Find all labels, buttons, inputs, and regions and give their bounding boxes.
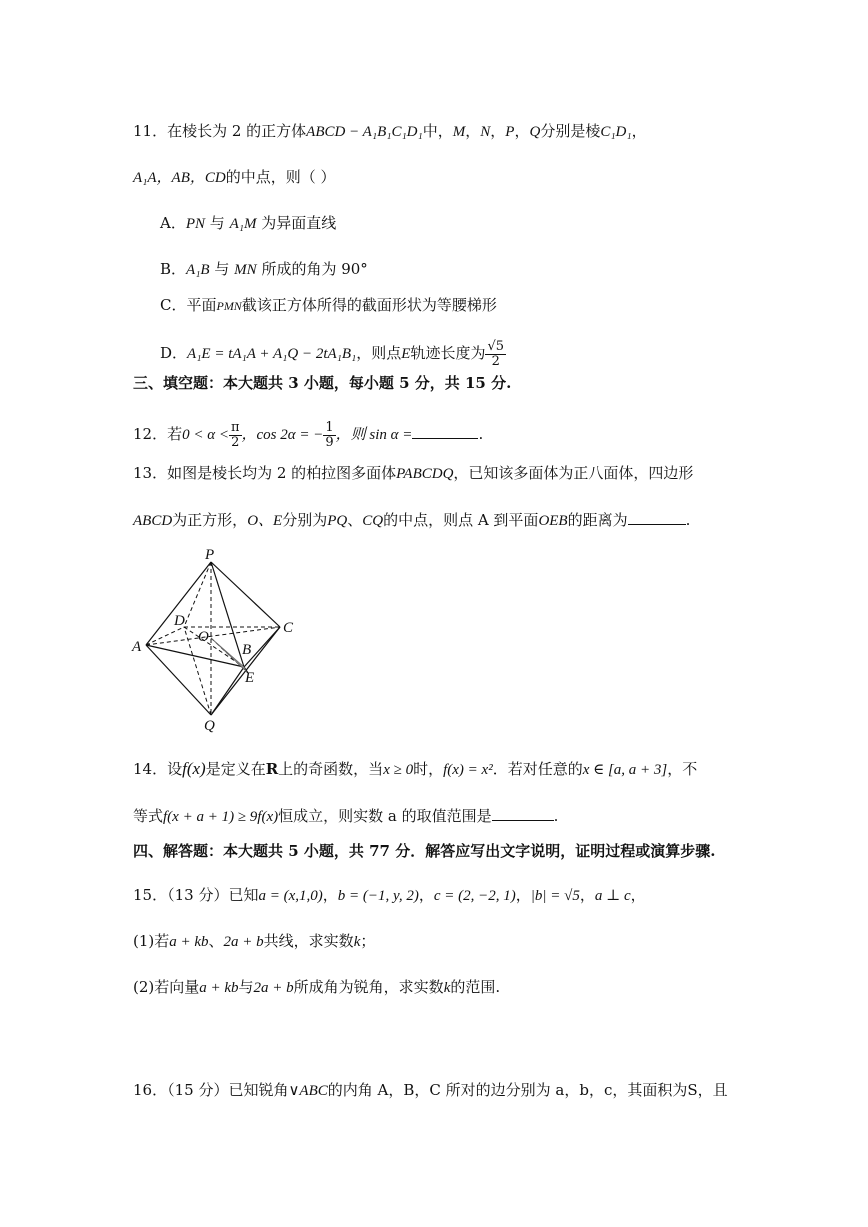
text: 轨迹长度为 <box>410 344 486 362</box>
comma: ， <box>490 122 506 140</box>
label: 12．若 <box>133 425 183 443</box>
math: PN <box>185 216 206 232</box>
period: . <box>478 425 484 443</box>
vector-c: c = (2, −2, 1) <box>433 888 516 904</box>
text: ，不 <box>667 760 698 778</box>
math: x ≥ 0 <box>383 762 414 778</box>
text: 截该正方体所得的截面形状为等腰梯形 <box>241 296 497 314</box>
math: 2a + b <box>253 980 294 996</box>
text: 为正方形， <box>172 511 248 529</box>
denominator: 2 <box>491 353 500 369</box>
math: PABCDQ <box>396 466 454 482</box>
text: 、 <box>347 511 363 529</box>
q15-given <box>133 884 646 907</box>
numerator: π <box>230 419 240 435</box>
math: CQ <box>362 513 384 529</box>
text: ．若对任意的 <box>492 760 583 778</box>
section-4-heading: 四、解答题：本大题共 5 小题，共 77 分．解答应写出文字说明，证明过程或演算步骤. <box>133 842 716 860</box>
text: 的中点，则点 A 到平面 <box>383 511 539 529</box>
denominator: 2 <box>231 434 240 450</box>
comma: ， <box>579 886 595 904</box>
q11-option-a <box>160 212 336 235</box>
text: (2)若向量 <box>133 978 200 996</box>
shaded-triangle <box>211 638 246 671</box>
answer-blank[interactable] <box>412 422 478 439</box>
text: 16．（15 分）已知锐角 <box>133 1081 289 1099</box>
math: A₁B <box>186 262 210 278</box>
text: 上的奇函数，当 <box>278 760 384 778</box>
text: 分别为 <box>282 511 328 529</box>
label-p: P <box>205 547 215 563</box>
perp: a ⊥ c <box>594 888 631 904</box>
math: MN <box>234 262 257 278</box>
text: 恒成立，则实数 a 的取值范围是 <box>278 807 492 825</box>
q12 <box>133 418 483 451</box>
option-label: D． <box>160 344 188 362</box>
period: . <box>685 511 691 529</box>
math: f(x + a + 1) ≥ 9f(x) <box>163 809 279 825</box>
text: 是定义在 <box>205 760 266 778</box>
real-set: R <box>265 760 279 778</box>
label-d: D <box>174 613 185 629</box>
q11-option-b <box>160 258 368 281</box>
comma: ， <box>515 886 531 904</box>
answer-blank[interactable] <box>492 804 554 821</box>
q11-text: 中， <box>422 122 453 140</box>
q11-intro: 11．在棱长为 2 的正方体 <box>133 122 307 140</box>
option-label: B． <box>160 260 187 278</box>
label-b: B <box>242 642 252 658</box>
label: 15．（13 分）已知 <box>133 886 259 904</box>
comma: ， <box>630 886 646 904</box>
comma: ， <box>322 886 338 904</box>
text: 与 <box>214 260 230 278</box>
q11-question: 的中点，则（ ） <box>225 168 336 186</box>
math: 2a + b <box>223 934 264 950</box>
math: PQ <box>327 513 348 529</box>
point-m: M <box>452 124 466 140</box>
q16-line1 <box>133 1079 728 1102</box>
q11-option-c <box>160 294 497 317</box>
math: ABCD <box>133 513 173 529</box>
math: ，则 sin α = <box>335 427 413 443</box>
math: a + kb <box>199 980 239 996</box>
text: 等式 <box>133 807 164 825</box>
text: 为异面直线 <box>261 214 337 232</box>
section-3-heading: 三、填空题：本大题共 3 小题，每小题 5 分，共 15 分. <box>133 374 512 392</box>
math: S <box>687 1081 698 1099</box>
math: E <box>401 346 411 362</box>
label-c: C <box>283 620 294 636</box>
text: 所成的角为 90° <box>261 260 368 278</box>
q14-line1 <box>133 758 697 781</box>
q15-part2 <box>133 976 500 999</box>
q11-line1 <box>133 120 647 143</box>
q11-line2 <box>133 166 335 189</box>
answer-blank[interactable] <box>628 508 686 525</box>
comma: ， <box>418 886 434 904</box>
cube-expr: ABCD − A₁B₁C₁D₁ <box>306 124 423 140</box>
vector-a: a = (x,1,0) <box>258 888 323 904</box>
comma: ， <box>631 122 647 140</box>
numerator: 1 <box>325 419 334 435</box>
q13-line2 <box>133 508 690 532</box>
text: ，已知该多面体为正八面体，四边形 <box>453 464 694 482</box>
label-e: E <box>245 670 255 686</box>
math: OEB <box>538 513 568 529</box>
math: f(x) = x² <box>443 762 493 778</box>
period: . <box>553 807 559 825</box>
label-a: A <box>132 639 142 655</box>
q11-edges: A₁A，AB，CD <box>133 170 226 186</box>
math: k <box>443 980 451 996</box>
math: k <box>353 934 361 950</box>
text: (1)若 <box>133 932 170 950</box>
q11-text: 分别是棱 <box>540 122 601 140</box>
math: f(x) <box>182 759 206 778</box>
text: 的内角 A，B，C 所对的边分别为 a，b，c，其面积为 <box>327 1081 688 1099</box>
option-label: C．平面 <box>160 296 217 314</box>
q11-option-d <box>160 337 506 370</box>
math: ，cos 2α = − <box>241 427 324 443</box>
text: 13．如图是棱长均为 2 的柏拉图多面体 <box>133 464 397 482</box>
fraction-sqrt5-over-2 <box>485 340 506 369</box>
point-n: N <box>480 124 491 140</box>
math: ∨ABC <box>288 1083 328 1099</box>
math: O、E <box>247 513 283 529</box>
point-q: Q <box>529 124 541 140</box>
text: ，且 <box>697 1081 728 1099</box>
text: ，则点 <box>356 344 402 362</box>
q14-line2 <box>133 804 558 828</box>
text: 共线，求实数 <box>263 932 354 950</box>
comma: ， <box>514 122 530 140</box>
text: 、 <box>208 932 224 950</box>
math: 0 < α < <box>182 427 229 443</box>
q13-line1 <box>133 462 693 485</box>
numerator: √5 <box>487 338 505 354</box>
label-o: O <box>198 629 209 645</box>
text: 与 <box>209 214 225 232</box>
vector-b: b = (−1, y, 2) <box>337 888 419 904</box>
fraction-1-over-9 <box>323 421 335 450</box>
text: 与 <box>238 978 254 996</box>
math: A₁M <box>229 216 257 232</box>
fraction-pi-over-2 <box>229 421 242 450</box>
text: 所成角为锐角，求实数 <box>293 978 444 996</box>
option-label: A． <box>160 214 186 232</box>
vector-expr: A₁E = tA₁A + A₁Q − 2tA₁B₁ <box>187 346 357 362</box>
comma: ， <box>465 122 481 140</box>
text: 时， <box>413 760 444 778</box>
denominator: 9 <box>325 434 334 450</box>
text: 的距离为 <box>567 511 628 529</box>
math: x ∈ [a, a + 3] <box>582 762 668 778</box>
point-p: P <box>505 124 515 140</box>
text: 的范围. <box>450 978 501 996</box>
q15-part1 <box>133 930 375 953</box>
octahedron-figure <box>128 545 308 735</box>
norm-b: |b| = √5 <box>530 888 580 904</box>
edge-c1d1: C₁D₁ <box>600 124 632 140</box>
math: PMN <box>216 299 242 313</box>
math: a + kb <box>169 934 209 950</box>
text: 14．设 <box>133 760 183 778</box>
text: ； <box>360 932 376 950</box>
label-q: Q <box>204 718 215 734</box>
